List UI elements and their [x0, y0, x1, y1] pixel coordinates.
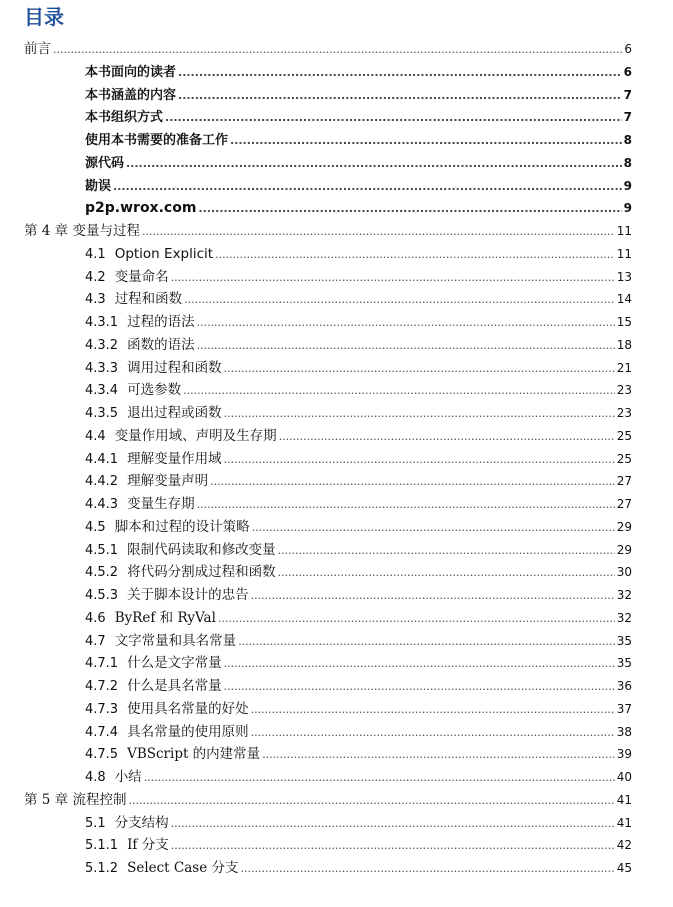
toc-entry[interactable]: [0, 857, 673, 880]
toc-entry[interactable]: [0, 61, 673, 84]
toc-entry-title: 具名常量的使用原则: [127, 723, 249, 740]
toc-entry-number: 4.4.2: [85, 474, 119, 490]
toc-entry[interactable]: [0, 425, 673, 448]
toc-entry-number: 4.2: [85, 269, 106, 285]
toc-entry-title: 过程的语法: [127, 314, 195, 330]
dot-leader: [142, 221, 615, 244]
toc-entry-page-number: 8: [623, 133, 632, 147]
toc-entry-page-number: 7: [623, 87, 632, 102]
toc-entry-number: 4.5.2: [85, 565, 119, 581]
toc-entry[interactable]: [0, 243, 673, 266]
toc-entry[interactable]: [0, 584, 673, 607]
toc-entry-page-number: 21: [616, 360, 632, 375]
dot-leader: [224, 403, 615, 426]
toc-entry-title: 理解变量作用域: [127, 450, 222, 467]
toc-entry-page-number: 6: [624, 42, 632, 56]
dot-leader: [210, 471, 615, 494]
dot-leader: [198, 198, 621, 221]
dot-leader: [165, 107, 622, 130]
toc-entry-page-number: 27: [616, 497, 632, 511]
dot-leader: [171, 813, 615, 836]
toc-entry-page-number: 45: [616, 861, 632, 875]
toc-entry-title: 小结: [114, 769, 142, 785]
toc-entry-number: 4.3.3: [85, 360, 119, 376]
toc-entry-page-number: 13: [616, 269, 632, 284]
toc-entry-title: 什么是具名常量: [127, 678, 222, 694]
toc-entry-number: 4.4.1: [85, 451, 119, 467]
dot-leader: [224, 449, 615, 472]
toc-entry-number: 4.3: [85, 292, 106, 308]
toc-entry-title: 变量生存期: [127, 496, 195, 512]
dot-leader: [251, 585, 615, 608]
toc-entry-number: 5.1.1: [85, 838, 119, 854]
toc-entry[interactable]: [0, 334, 673, 357]
toc-entry[interactable]: [0, 106, 673, 129]
dot-leader: [251, 722, 615, 745]
toc-entry-title: 理解变量声明: [127, 473, 209, 490]
toc-entry[interactable]: [0, 152, 673, 175]
toc-entry-number: 4.4.3: [85, 497, 119, 512]
dot-leader: [171, 835, 615, 858]
toc-entry-title: 勘误: [85, 178, 112, 194]
toc-entry[interactable]: [0, 721, 673, 744]
toc-entry[interactable]: [0, 288, 673, 311]
toc-entry-page-number: 23: [616, 383, 632, 398]
toc-entry-title: 将代码分割成过程和函数: [127, 564, 276, 581]
toc-entry-page-number: 11: [616, 224, 632, 238]
toc-entry-title: 使用具名常量的好处: [127, 700, 249, 717]
toc-entry[interactable]: [0, 561, 673, 584]
toc-title: 目录: [24, 5, 64, 29]
toc-entry-page-number: 40: [616, 770, 632, 784]
toc-entry[interactable]: [0, 516, 673, 539]
dot-leader: [197, 335, 615, 358]
toc-entry-page-number: 18: [616, 337, 632, 352]
toc-entry-title: p2p.wrox.com: [85, 200, 197, 217]
dot-leader: [224, 676, 615, 699]
dot-leader: [241, 858, 615, 881]
toc-entry-title: 变量命名: [114, 268, 169, 285]
toc-entry-title: 脚本和过程的设计策略: [114, 518, 250, 535]
toc-entry-page-number: 25: [616, 451, 632, 466]
toc-entry[interactable]: [0, 834, 673, 857]
toc-entry-title: 限制代码读取和修改变量: [127, 541, 276, 558]
toc-entry-page-number: 30: [616, 565, 632, 580]
toc-entry[interactable]: [0, 652, 673, 675]
toc-entry-title: 调用过程和函数: [127, 359, 222, 376]
toc-entry[interactable]: [0, 357, 673, 380]
toc-entry-title: 第 4 章 变量与过程: [24, 223, 140, 239]
toc-entry-page-number: 15: [616, 315, 632, 329]
toc-entry[interactable]: [0, 766, 673, 789]
toc-entry-title: Option Explicit: [114, 245, 214, 262]
toc-entry-number: 4.7: [85, 633, 106, 649]
toc-entry[interactable]: [0, 175, 673, 198]
toc-entry-title: 本书组织方式: [85, 110, 164, 126]
dot-leader: [279, 426, 615, 449]
dot-leader: [262, 744, 615, 767]
toc-entry[interactable]: [0, 789, 673, 812]
dot-leader: [218, 608, 615, 631]
toc-entry-number: 4.7.1: [85, 656, 119, 672]
toc-entry-number: 4.7.2: [85, 679, 119, 694]
toc-entry-title: 使用本书需要的准备工作: [85, 133, 229, 148]
toc-entry-page-number: 35: [616, 656, 632, 671]
toc-entry-title: 可选参数: [127, 382, 182, 399]
toc-entry-number: 4.5.3: [85, 588, 119, 603]
dot-leader: [278, 540, 615, 563]
toc-entry-number: 4.3.2: [85, 337, 119, 353]
dot-leader: [183, 380, 615, 403]
toc-entry-page-number: 32: [616, 588, 632, 602]
toc-entry-title: Select Case 分支: [127, 860, 239, 876]
dot-leader: [53, 39, 622, 62]
toc-entry-title: VBScript 的内建常量: [127, 746, 261, 763]
dot-leader: [178, 62, 622, 85]
toc-entry-page-number: 32: [616, 610, 632, 625]
toc-entry-number: 4.8: [85, 770, 106, 785]
toc-entry-title: 第 5 章 流程控制: [24, 791, 127, 808]
toc-list: [0, 38, 673, 880]
toc-entry-page-number: 11: [616, 246, 632, 261]
toc-entry-page-number: 9: [623, 201, 632, 216]
toc-entry-number: 4.1: [85, 246, 106, 262]
toc-entry[interactable]: [0, 266, 673, 289]
toc-entry-title: 文字常量和具名常量: [114, 632, 237, 649]
toc-entry-number: 4.6: [85, 610, 106, 626]
dot-leader: [184, 289, 615, 312]
toc-entry-title: 本书面向的读者: [85, 64, 177, 80]
toc-entry[interactable]: [0, 129, 673, 152]
toc-entry-page-number: 41: [616, 815, 632, 830]
toc-entry-number: 4.7.3: [85, 701, 119, 717]
toc-entry-page-number: 25: [616, 428, 632, 443]
toc-entry-number: 4.7.5: [85, 747, 119, 763]
toc-entry[interactable]: [0, 402, 673, 425]
toc-entry-title: 本书涵盖的内容: [85, 87, 177, 103]
toc-entry-page-number: 41: [616, 792, 632, 807]
toc-entry-page-number: 6: [623, 64, 632, 79]
toc-entry-page-number: 39: [616, 747, 632, 762]
toc-entry-title: 过程和函数: [114, 291, 183, 308]
toc-entry[interactable]: [0, 311, 673, 334]
toc-entry-title: 变量作用域、声明及生存期: [114, 427, 277, 444]
toc-entry[interactable]: [0, 743, 673, 766]
toc-entry-page-number: 27: [616, 474, 632, 489]
toc-entry-page-number: 14: [616, 292, 632, 307]
dot-leader: [224, 653, 615, 676]
dot-leader: [197, 494, 615, 517]
toc-entry[interactable]: [0, 470, 673, 493]
toc-entry-page-number: 35: [616, 633, 632, 648]
toc-entry[interactable]: [0, 630, 673, 653]
toc-entry-page-number: 29: [616, 519, 632, 534]
dot-leader: [252, 517, 615, 540]
toc-entry-page-number: 8: [623, 155, 632, 170]
toc-entry-number: 4.4: [85, 428, 106, 444]
dot-leader: [144, 767, 615, 790]
toc-entry-page-number: 23: [616, 406, 632, 420]
toc-entry-number: 4.3.5: [85, 406, 119, 421]
toc-entry-page-number: 36: [616, 679, 632, 693]
toc-entry-number: 5.1.2: [85, 861, 119, 876]
toc-entry-number: 5.1: [85, 815, 106, 831]
toc-entry-title: ByRef 和 RyVal: [114, 609, 216, 626]
toc-entry-title: 关于脚本设计的忠告: [127, 587, 249, 603]
dot-leader: [197, 312, 615, 335]
dot-leader: [178, 85, 622, 108]
toc-entry-number: 4.5: [85, 519, 106, 535]
toc-entry-title: If 分支: [127, 837, 169, 854]
dot-leader: [113, 176, 622, 199]
dot-leader: [230, 130, 622, 153]
toc-entry[interactable]: [0, 675, 673, 698]
toc-entry[interactable]: [0, 220, 673, 243]
toc-entry[interactable]: [0, 379, 673, 402]
toc-entry-title: 分支结构: [114, 814, 169, 831]
toc-entry-title: 源代码: [85, 155, 125, 171]
toc-entry-page-number: 37: [616, 701, 632, 716]
toc-entry[interactable]: [0, 607, 673, 630]
dot-leader: [126, 153, 622, 176]
toc-entry[interactable]: [0, 493, 673, 516]
toc-entry[interactable]: [0, 197, 673, 220]
toc-entry-number: 4.3.4: [85, 383, 119, 399]
toc-entry[interactable]: [0, 698, 673, 721]
toc-entry-number: 4.7.4: [85, 724, 119, 740]
toc-entry-page-number: 38: [616, 724, 632, 739]
toc-entry-number: 4.5.1: [85, 542, 119, 558]
dot-leader: [215, 244, 615, 267]
toc-entry[interactable]: [0, 448, 673, 471]
toc-entry-page-number: 42: [616, 838, 632, 853]
toc-entry[interactable]: [0, 539, 673, 562]
dot-leader: [278, 562, 615, 585]
toc-entry-title: 什么是文字常量: [127, 655, 222, 672]
dot-leader: [251, 699, 615, 722]
toc-entry[interactable]: [0, 38, 673, 61]
dot-leader: [238, 631, 615, 654]
toc-entry[interactable]: [0, 812, 673, 835]
toc-entry-title: 前言: [24, 41, 51, 57]
toc-entry-page-number: 9: [623, 178, 632, 193]
dot-leader: [224, 358, 615, 381]
toc-entry-title: 函数的语法: [127, 336, 195, 353]
toc-entry-page-number: 7: [623, 110, 632, 125]
dot-leader: [128, 790, 614, 813]
toc-entry-page-number: 29: [616, 542, 632, 557]
toc-entry[interactable]: [0, 84, 673, 107]
dot-leader: [171, 267, 615, 290]
toc-entry-number: 4.3.1: [85, 315, 119, 330]
toc-entry-title: 退出过程或函数: [127, 405, 222, 421]
